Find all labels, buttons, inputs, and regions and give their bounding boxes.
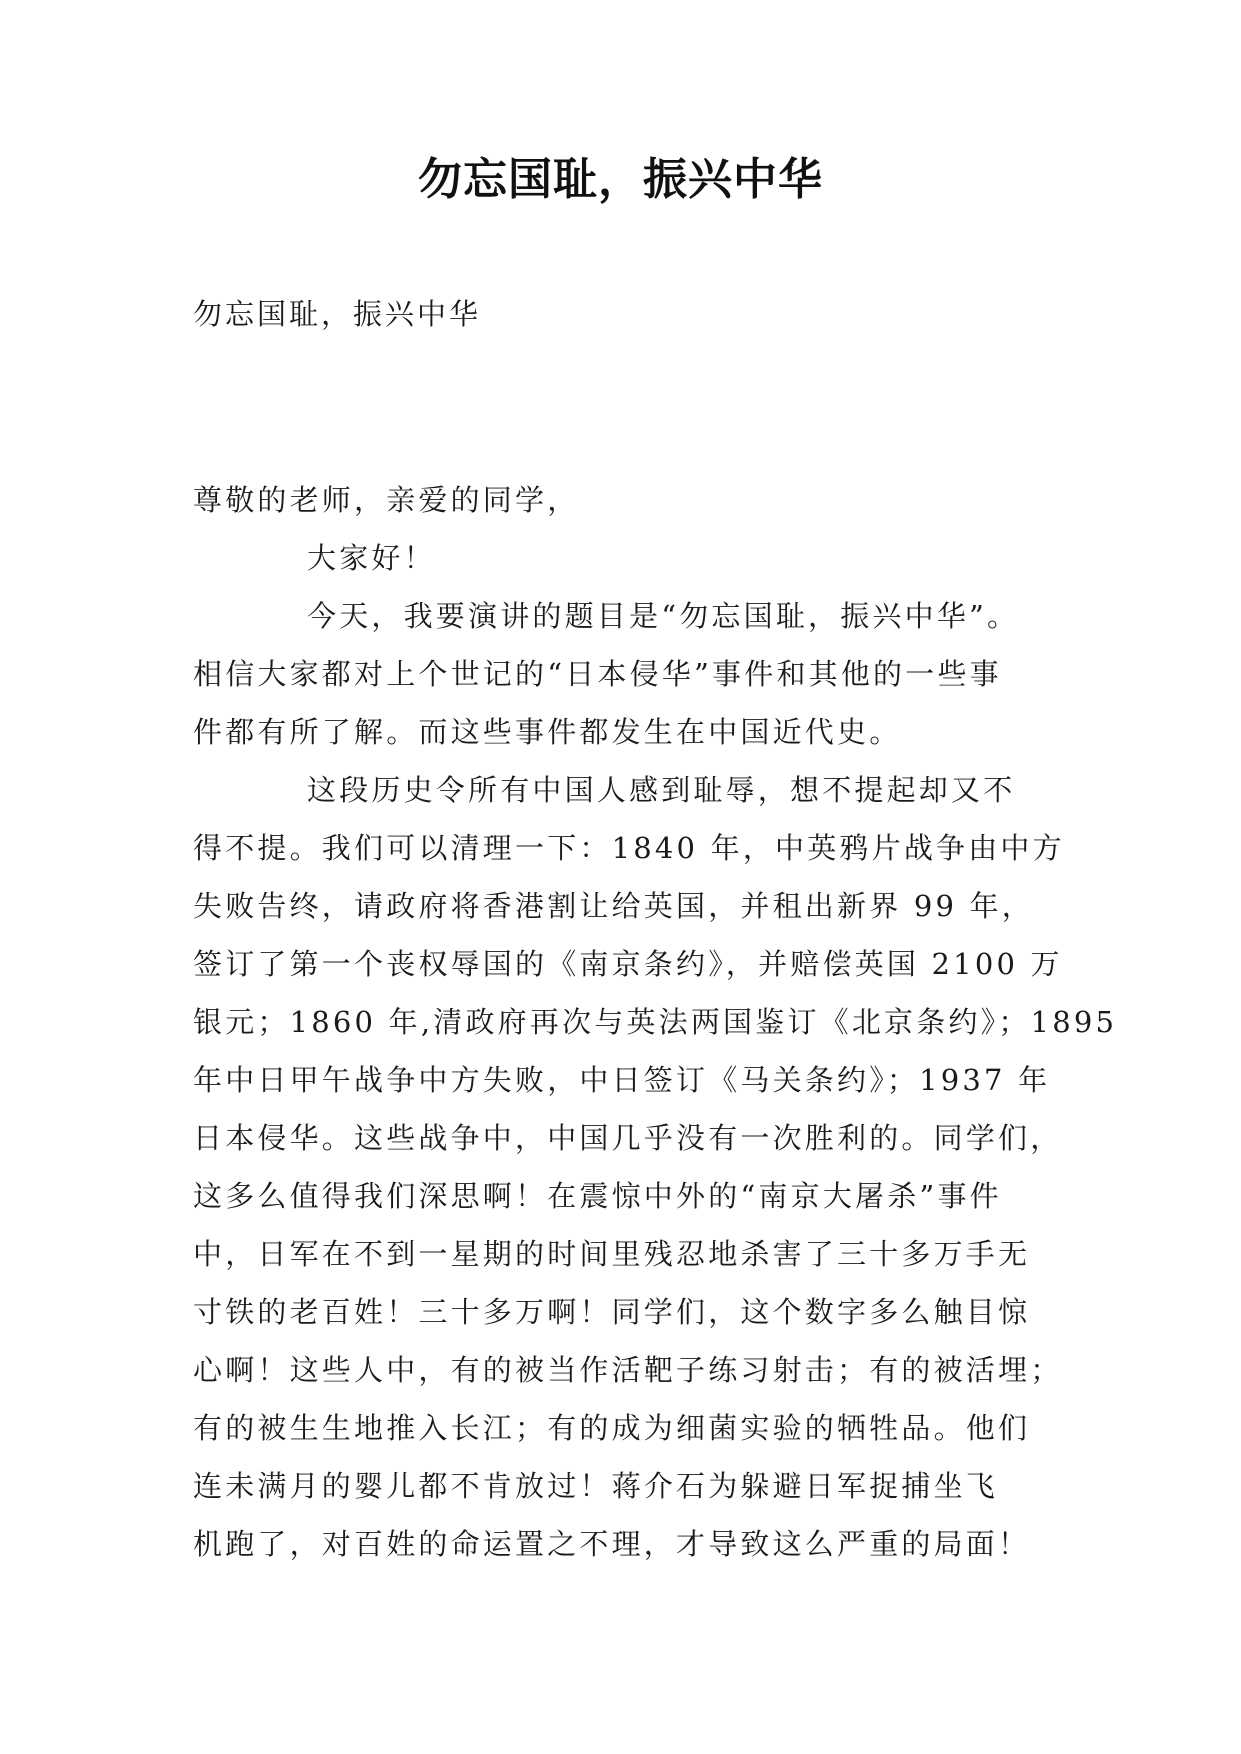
paragraph-line: 寸铁的老百姓！三十多万啊！同学们，这个数字多么触目惊: [193, 1295, 1031, 1329]
paragraph-line: 银元；1860 年,清政府再次与英法两国鉴订《北京条约》；1895: [193, 1005, 1118, 1039]
document-body: [193, 471, 1118, 1573]
paragraph-line: 件都有所了解。而这些事件都发生在中国近代史。: [193, 715, 902, 749]
paragraph-line: 这多么值得我们深思啊！在震惊中外的“南京大屠杀”事件: [193, 1179, 1002, 1213]
salutation-line: 尊敬的老师，亲爱的同学，: [193, 483, 580, 517]
paragraph-line: 有的被生生地推入长江；有的成为细菌实验的牺牲品。他们: [193, 1411, 1031, 1445]
paragraph-line: 相信大家都对上个世记的“日本侵华”事件和其他的一些事: [193, 657, 1002, 691]
paragraph-line: 年中日甲午战争中方失败，中日签订《马关条约》；1937 年: [193, 1063, 1051, 1097]
greeting-line: 大家好！: [307, 541, 436, 575]
paragraph-line: 连未满月的婴儿都不肯放过！蒋介石为躲避日军捉捕坐飞: [193, 1469, 999, 1503]
paragraph-line: 机跑了，对百姓的命运置之不理，才导致这么严重的局面！: [193, 1527, 1031, 1561]
document-title: 勿忘国耻，振兴中华: [418, 154, 823, 205]
paragraph-line: 心啊！这些人中，有的被当作活靶子练习射击；有的被活埋；: [193, 1353, 1063, 1387]
paragraph-line: 今天，我要演讲的题目是“勿忘国耻，振兴中华”。: [307, 599, 1020, 633]
paragraph-line: 中，日军在不到一星期的时间里残忍地杀害了三十多万手无: [193, 1237, 1031, 1271]
document-subtitle: 勿忘国耻，振兴中华: [193, 297, 482, 331]
paragraph-line: 失败告终，请政府将香港割让给英国，并租出新界 99 年，: [193, 889, 1034, 923]
paragraph-line: 这段历史令所有中国人感到耻辱，想不提起却又不: [307, 773, 1016, 807]
paragraph-line: 日本侵华。这些战争中，中国几乎没有一次胜利的。同学们，: [193, 1121, 1063, 1155]
paragraph-line: 得不提。我们可以清理一下：1840 年，中英鸦片战争由中方: [193, 831, 1065, 865]
paragraph-line: 签订了第一个丧权辱国的《南京条约》，并赔偿英国 2100 万: [193, 947, 1063, 981]
